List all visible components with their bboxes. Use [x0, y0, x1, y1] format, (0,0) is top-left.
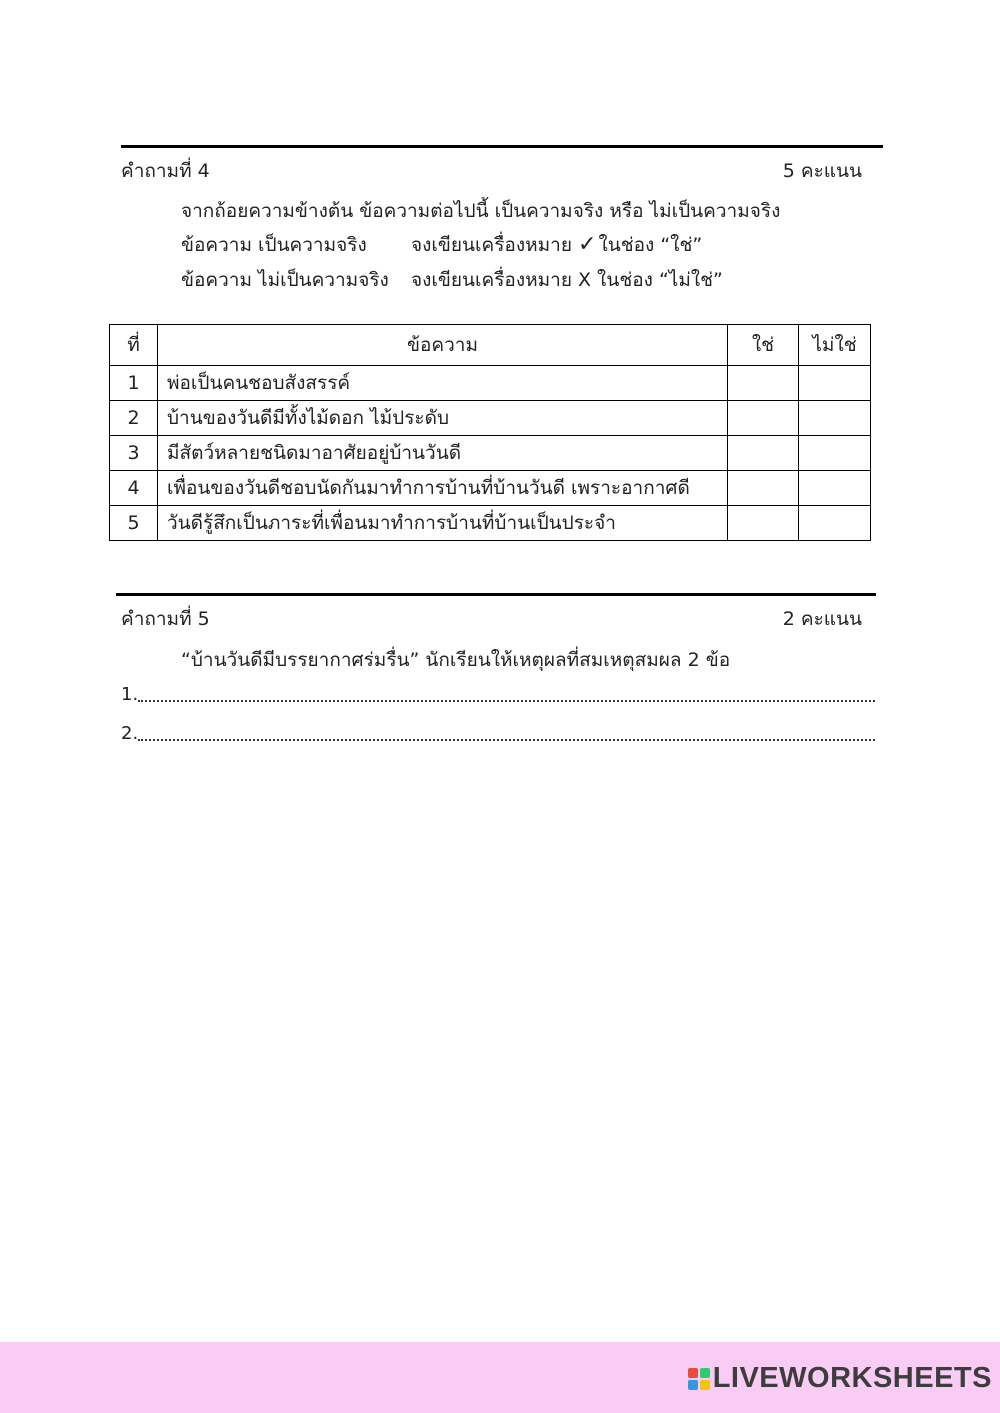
answer-no-box[interactable] [799, 366, 871, 401]
row-number: 5 [110, 506, 158, 541]
table-row [110, 471, 871, 506]
logo-square-icon [700, 1380, 710, 1390]
question4-title: คำถามที่ 4 [121, 160, 210, 182]
checkmark-icon: ✓ [578, 232, 597, 257]
header-yes: ใช่ [728, 325, 799, 366]
header-no: ไม่ใช่ [799, 325, 871, 366]
answer-no-box[interactable] [799, 401, 871, 436]
question4-top-rule [121, 145, 883, 148]
row-number: 2 [110, 401, 158, 436]
answer-yes-box[interactable] [728, 506, 799, 541]
answer-dotted-line[interactable] [138, 723, 875, 741]
answer-no-box[interactable] [799, 471, 871, 506]
row-statement: บ้านของวันดีมีทั้งไม้ดอก ไม้ประดับ [158, 401, 728, 436]
logo-square-icon [688, 1368, 698, 1378]
row-number: 1 [110, 366, 158, 401]
table-row [110, 401, 871, 436]
liveworksheets-icon [688, 1368, 710, 1390]
header-statement: ข้อความ [158, 325, 728, 366]
footer-bar [0, 1342, 1000, 1413]
row-statement: มีสัตว์หลายชนิดมาอาศัยอยู่บ้านวันดี [158, 436, 728, 471]
question5-title: คำถามที่ 5 [121, 608, 210, 630]
question4-instruction: จากถ้อยความข้างต้น ข้อความต่อไปนี้ เป็นความจริง หรือ ไม่เป็นความจริง [181, 200, 781, 222]
answer-number: 2. [121, 723, 139, 744]
table-row [110, 366, 871, 401]
table-row [110, 506, 871, 541]
answer-no-box[interactable] [799, 506, 871, 541]
answer-yes-box[interactable] [728, 436, 799, 471]
answer-number: 1. [121, 684, 139, 705]
row-number: 3 [110, 436, 158, 471]
answer-line-1[interactable] [121, 684, 875, 705]
rule-false-instruction: จงเขียนเครื่องหมาย X ในช่อง “ไม่ใช่” [411, 269, 723, 291]
question5-score: 2 คะแนน [782, 608, 862, 630]
logo-square-icon [688, 1380, 698, 1390]
logo-square-icon [700, 1368, 710, 1378]
question5-top-rule [116, 593, 876, 596]
answer-yes-box[interactable] [728, 401, 799, 436]
question5-prompt: “บ้านวันดีมีบรรยากาศร่มรื่น” นักเรียนให้เหตุผลที่สมเหตุสมผล 2 ข้อ [181, 649, 731, 671]
true-false-table [109, 324, 871, 541]
rule-true-box: ในช่อง “ใช่” [598, 234, 703, 256]
rule-true-label: ข้อความ เป็นความจริง [181, 234, 367, 256]
answer-line-2[interactable] [121, 723, 875, 744]
row-statement: พ่อเป็นคนชอบสังสรรค์ [158, 366, 728, 401]
row-statement: วันดีรู้สึกเป็นภาระที่เพื่อนมาทำการบ้านที่บ้านเป็นประจำ [158, 506, 728, 541]
table-row [110, 436, 871, 471]
rule-true-action: จงเขียนเครื่องหมาย [411, 234, 572, 256]
rule-false-label: ข้อความ ไม่เป็นความจริง [181, 269, 389, 291]
rule-true-instruction [411, 230, 702, 260]
answer-yes-box[interactable] [728, 471, 799, 506]
brand-name: LIVEWORKSHEETS [712, 1362, 992, 1394]
row-number: 4 [110, 471, 158, 506]
question4-score: 5 คะแนน [782, 160, 862, 182]
answer-no-box[interactable] [799, 436, 871, 471]
header-number: ที่ [110, 325, 158, 366]
answer-yes-box[interactable] [728, 366, 799, 401]
table-header-row [110, 325, 871, 366]
liveworksheets-logo[interactable] [688, 1362, 992, 1395]
answer-dotted-line[interactable] [138, 684, 875, 702]
row-statement: เพื่อนของวันดีชอบนัดกันมาทำการบ้านที่บ้านวันดี เพราะอากาศดี [158, 471, 728, 506]
